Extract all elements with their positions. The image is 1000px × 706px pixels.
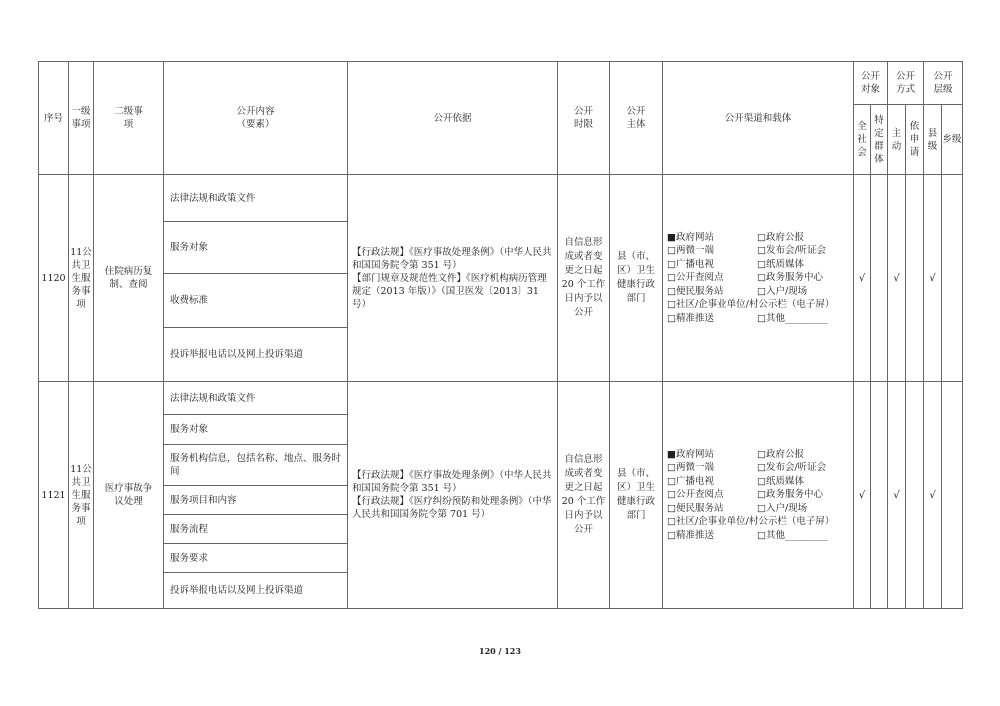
- channel-item: □便民服务站: [667, 502, 724, 514]
- header-level1: 一级事项: [69, 62, 94, 175]
- channel-item: □入户/现场: [757, 502, 808, 514]
- table-row: [39, 382, 963, 415]
- row-subject: 县（市、区）卫生健康行政部门: [610, 175, 663, 382]
- content-item: 服务项目和内容: [164, 486, 348, 515]
- row-level1: 11公共卫生服务事项: [69, 175, 94, 382]
- content-item: 服务流程: [164, 515, 348, 544]
- header-subject: 公开主体: [610, 62, 663, 175]
- channel-item: □公开查阅点: [667, 489, 724, 501]
- channel-item: □纸质媒体: [757, 258, 804, 270]
- header-seq: 序号: [39, 62, 69, 175]
- content-item: 投诉举报电话以及网上投诉渠道: [164, 573, 348, 609]
- content-item: 法律法规和政策文件: [164, 175, 348, 222]
- channel-item: □政府公报: [757, 448, 804, 460]
- header-township: 乡级: [942, 105, 963, 175]
- tick-specific-group: [871, 382, 888, 609]
- channel-item: □政务服务中心: [757, 489, 823, 501]
- channel-item: □广播电视: [667, 475, 714, 487]
- row-time-limit: 自信息形成或者变更之日起 20 个工作日内予以公开: [558, 382, 610, 609]
- channel-item-community: □社区/企事业单位/村公示栏（电子屏）: [667, 299, 835, 311]
- header-content-line1: 公开内容: [236, 106, 275, 117]
- header-method: 公开方式: [888, 62, 924, 105]
- tick-township: [942, 175, 963, 382]
- tick-all-society: √: [854, 382, 871, 609]
- channel-item: □政府公报: [757, 231, 804, 243]
- channel-item: □两微一端: [667, 462, 714, 474]
- channel-item: □便民服务站: [667, 285, 724, 297]
- header-on-request: 依申请: [906, 105, 924, 175]
- header-all-society: 全社会: [854, 105, 871, 175]
- channel-item: □发布会/听证会: [757, 462, 827, 474]
- header-county: 县级: [924, 105, 942, 175]
- row-channels: [663, 382, 854, 609]
- disclosure-table: [38, 61, 963, 609]
- tick-on-request: [906, 175, 924, 382]
- row-level1: 11公共卫生服务事项: [69, 382, 94, 609]
- header-channels: 公开渠道和载体: [663, 62, 854, 175]
- row-subject: 县（市、区）卫生健康行政部门: [610, 382, 663, 609]
- content-item: 法律法规和政策文件: [164, 382, 348, 415]
- content-item: 收费标准: [164, 274, 348, 328]
- basis-line: 【行政法规】《医疗纠纷预防和处理条例》（中华人民共和国国务院令第 701 号）: [352, 496, 552, 520]
- channel-item: ■政府网站: [667, 231, 714, 243]
- channel-item: □政务服务中心: [757, 272, 823, 284]
- tick-active: √: [888, 175, 906, 382]
- tick-all-society: √: [854, 175, 871, 382]
- header-basis: 公开依据: [348, 62, 558, 175]
- row-basis: [348, 175, 558, 382]
- header-level2: 二级事项: [94, 62, 164, 175]
- channel-item: □精准推送: [667, 312, 714, 324]
- channel-item: □入户/现场: [757, 285, 808, 297]
- content-item: 服务要求: [164, 544, 348, 573]
- channel-item: □其他_________: [757, 529, 828, 541]
- header-content: [164, 62, 348, 175]
- channel-item: □公开查阅点: [667, 272, 724, 284]
- channel-item: □精准推送: [667, 529, 714, 541]
- basis-line: 【行政法规】《医疗事故处理条例》（中华人民共和国国务院令第 351 号）: [352, 246, 552, 271]
- row-channels: [663, 175, 854, 382]
- header-row-1: [39, 62, 963, 105]
- tick-township: [942, 382, 963, 609]
- basis-line: 【部门规章及规范性文件】《医疗机构病历管理规定（2013 年版）》（国卫医发〔2013〕31 号）: [352, 272, 547, 310]
- row-level2: 住院病历复制、查阅: [94, 175, 164, 382]
- tick-county: √: [924, 175, 942, 382]
- header-content-line2: （要素）: [236, 119, 275, 130]
- tick-on-request: [906, 382, 924, 609]
- tick-county: √: [924, 382, 942, 609]
- header-active: 主动: [888, 105, 906, 175]
- channel-item: □纸质媒体: [757, 475, 804, 487]
- content-item: 服务机构信息，包括名称、地点、服务时间: [164, 445, 348, 486]
- row-basis: [348, 382, 558, 609]
- channel-item: □两微一端: [667, 245, 714, 257]
- row-seq: 1120: [39, 175, 69, 382]
- content-item: 服务对象: [164, 415, 348, 445]
- header-specific-group: 特定群体: [871, 105, 888, 175]
- header-time-limit: 公开时限: [558, 62, 610, 175]
- channel-item: ■政府网站: [667, 448, 714, 460]
- table-row: [39, 175, 963, 222]
- channel-item: □其他_________: [757, 312, 828, 324]
- basis-line: 【行政法规】《医疗事故处理条例》（中华人民共和国国务院令第 351 号）: [352, 470, 552, 494]
- row-level2: 医疗事故争议处理: [94, 382, 164, 609]
- content-item: 投诉举报电话以及网上投诉渠道: [164, 328, 348, 382]
- channel-item: □发布会/听证会: [757, 245, 827, 257]
- header-target: 公开对象: [854, 62, 888, 105]
- tick-active: √: [888, 382, 906, 609]
- channel-item-community: □社区/企事业单位/村公示栏（电子屏）: [667, 516, 835, 528]
- row-time-limit: 自信息形成或者变更之日起 20 个工作日内予以公开: [558, 175, 610, 382]
- header-level: 公开层级: [924, 62, 963, 105]
- row-seq: 1121: [39, 382, 69, 609]
- content-item: 服务对象: [164, 222, 348, 274]
- page-number: 120 / 123: [479, 646, 521, 656]
- channel-item: □广播电视: [667, 258, 714, 270]
- tick-specific-group: [871, 175, 888, 382]
